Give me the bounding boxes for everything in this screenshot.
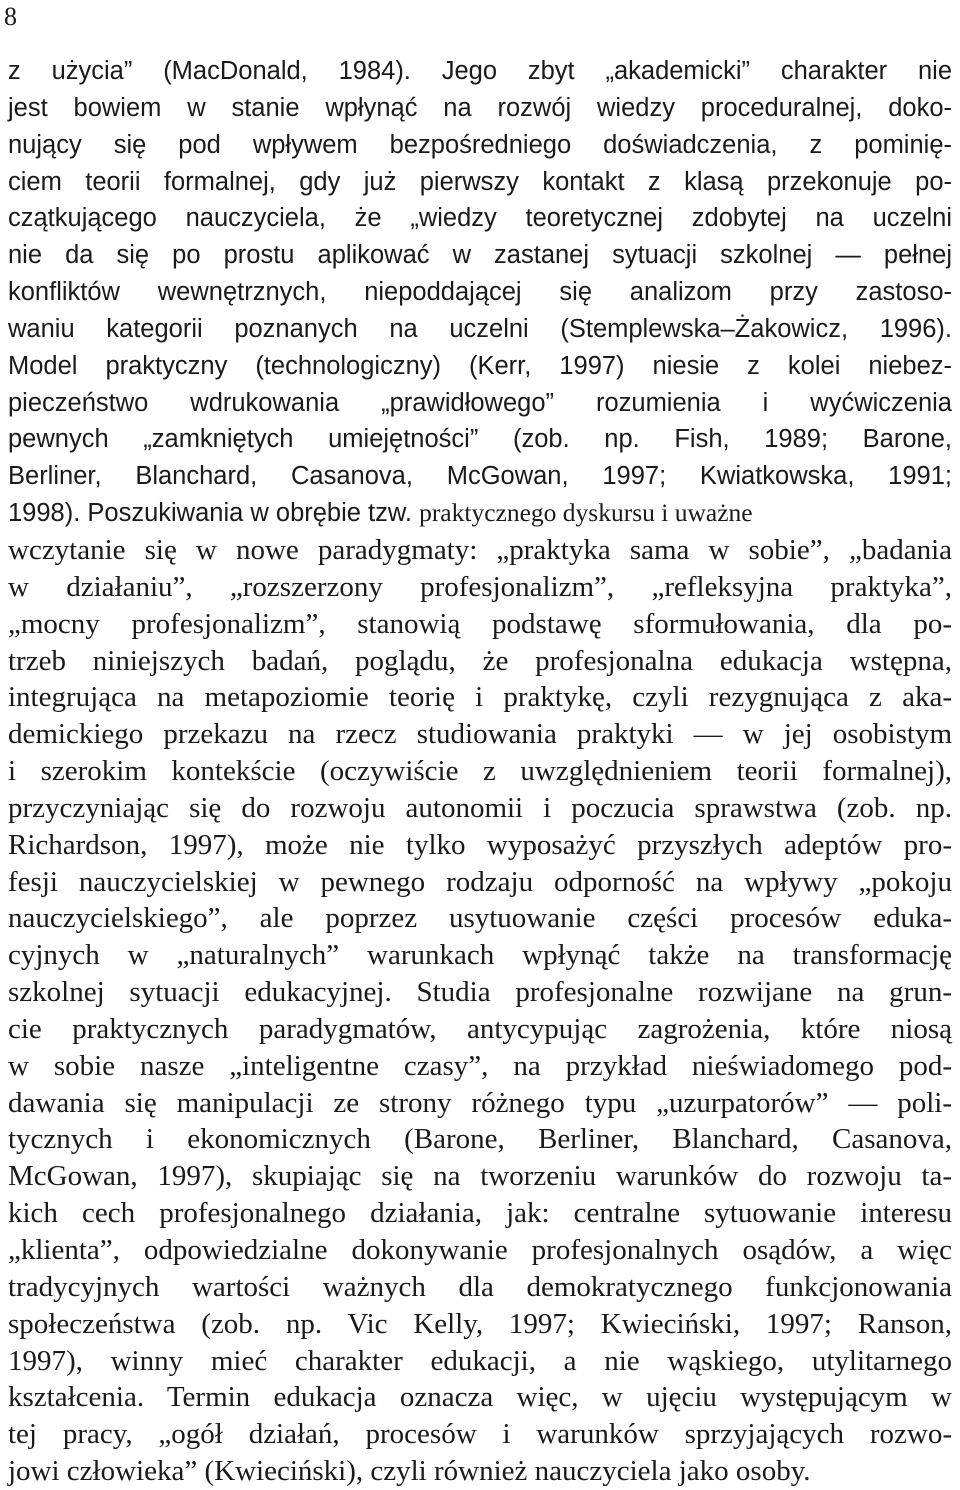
text-line: 1997), winny mieć charakter edukacji, a nie wąskiego, utylitarnego	[8, 1344, 952, 1377]
text-line: Richardson, 1997), może nie tylko wyposażyć przyszłych adeptów pro-	[8, 828, 952, 861]
text-line: ciem teorii formalnej, gdy już pierwszy kontakt z klasą przekonuje po-	[8, 167, 952, 196]
text-line: kich cech profesjonalnego działania, jak: centralne sytuowanie interesu	[8, 1197, 952, 1230]
text-line: społeczeństwa (zob. np. Vic Kelly, 1997; Kwieciński, 1997; Ranson,	[8, 1307, 952, 1340]
text-line: tradycyjnych wartości ważnych dla demokratycznego funkcjonowania	[8, 1270, 952, 1303]
body-text	[8, 53, 952, 1490]
text-line: wczytanie się w nowe paradygmaty: „praktyka sama w sobie”, „badania	[8, 533, 952, 566]
text-line: trzeb niniejszych badań, poglądu, że profesjonalna edukacja wstępna,	[8, 644, 952, 677]
text-line: jest bowiem w stanie wpłynąć na rozwój wiedzy proceduralnej, doko-	[8, 93, 952, 122]
text-segment: 1998). Poszukiwania w obrębie tzw.	[8, 499, 420, 528]
text-line: przyczyniając się do rozwoju autonomii i poczucia sprawstwa (zob. np.	[8, 791, 952, 824]
page-number: 8	[4, 2, 17, 31]
text-line: dawania się manipulacji ze strony różnego typu „uzurpatorów” — poli-	[8, 1086, 952, 1119]
text-line: pieczeństwo wdrukowania „prawidłowego” rozumienia i wyćwiczenia	[8, 388, 952, 417]
text-line: w sobie nasze „inteligentne czasy”, na przykład nieświadomego pod-	[8, 1049, 952, 1082]
text-line: czątkującego nauczyciela, że „wiedzy teoretycznej zdobytej na uczelni	[8, 204, 952, 233]
text-line: fesji nauczycielskiej w pewnego rodzaju odporność na wpływy „pokoju	[8, 865, 952, 898]
text-line: tej pracy, „ogół działań, procesów i warunków sprzyjających rozwo-	[8, 1418, 952, 1451]
text-line: kształcenia. Termin edukacja oznacza więc, w ujęciu występującym w	[8, 1381, 952, 1414]
text-line: jowi człowieka” (Kwieciński), czyli również nauczyciela jako osoby.	[8, 1455, 811, 1488]
text-line: z użycia” (MacDonald, 1984). Jego zbyt „akademicki” charakter nie	[8, 57, 952, 85]
text-line: i szerokim kontekście (oczywiście z uwzględnieniem teorii formalnej),	[8, 755, 952, 788]
text-line: waniu kategorii poznanych na uczelni (Stemplewska–Żakowicz, 1996).	[8, 314, 952, 343]
text-line: McGowan, 1997), skupiając się na tworzeniu warunków do rozwoju ta-	[8, 1160, 952, 1193]
text-segment: praktycznego dyskursu i uważne	[419, 498, 753, 528]
text-line: tycznych i ekonomicznych (Barone, Berliner, Blanchard, Casanova,	[8, 1123, 952, 1156]
text-line	[8, 495, 952, 532]
text-line: Berliner, Blanchard, Casanova, McGowan, 1997; Kwiatkowska, 1991;	[8, 462, 952, 491]
text-line: nie da się po prostu aplikować w zastanej sytuacji szkolnej — pełnej	[8, 241, 952, 270]
text-line: szkolnej sytuacji edukacyjnej. Studia profesjonalne rozwijane na grun-	[8, 976, 952, 1009]
text-line: konfliktów wewnętrznych, niepoddającej się analizom przy zastoso-	[8, 278, 952, 307]
text-line: Model praktyczny (technologiczny) (Kerr, 1997) niesie z kolei niebez-	[8, 351, 952, 380]
text-line: „mocny profesjonalizm”, stanowią podstawę sformułowania, dla po-	[8, 607, 952, 640]
text-line: demickiego przekazu na rzecz studiowania praktyki — w jej osobistym	[8, 718, 952, 751]
text-line: integrująca na metapoziomie teorię i praktykę, czyli rezygnująca z aka-	[8, 681, 952, 714]
text-line: nujący się pod wpływem bezpośredniego doświadczenia, z pominię-	[8, 130, 952, 159]
text-line: cyjnych w „naturalnych” warunkach wpłynąć także na transformację	[8, 939, 952, 972]
text-line: cie praktycznych paradygmatów, antycypując zagrożenia, które niosą	[8, 1012, 952, 1045]
text-line: „klienta”, odpowiedzialne dokonywanie profesjonalnych osądów, a więc	[8, 1234, 952, 1266]
text-line: pewnych „zamkniętych umiejętności” (zob. np. Fish, 1989; Barone,	[8, 425, 952, 454]
text-line: nauczycielskiego”, ale poprzez usytuowanie części procesów eduka-	[8, 902, 952, 935]
text-line: w działaniu”, „rozszerzony profesjonalizm”, „refleksyjna praktyka”,	[8, 570, 952, 603]
